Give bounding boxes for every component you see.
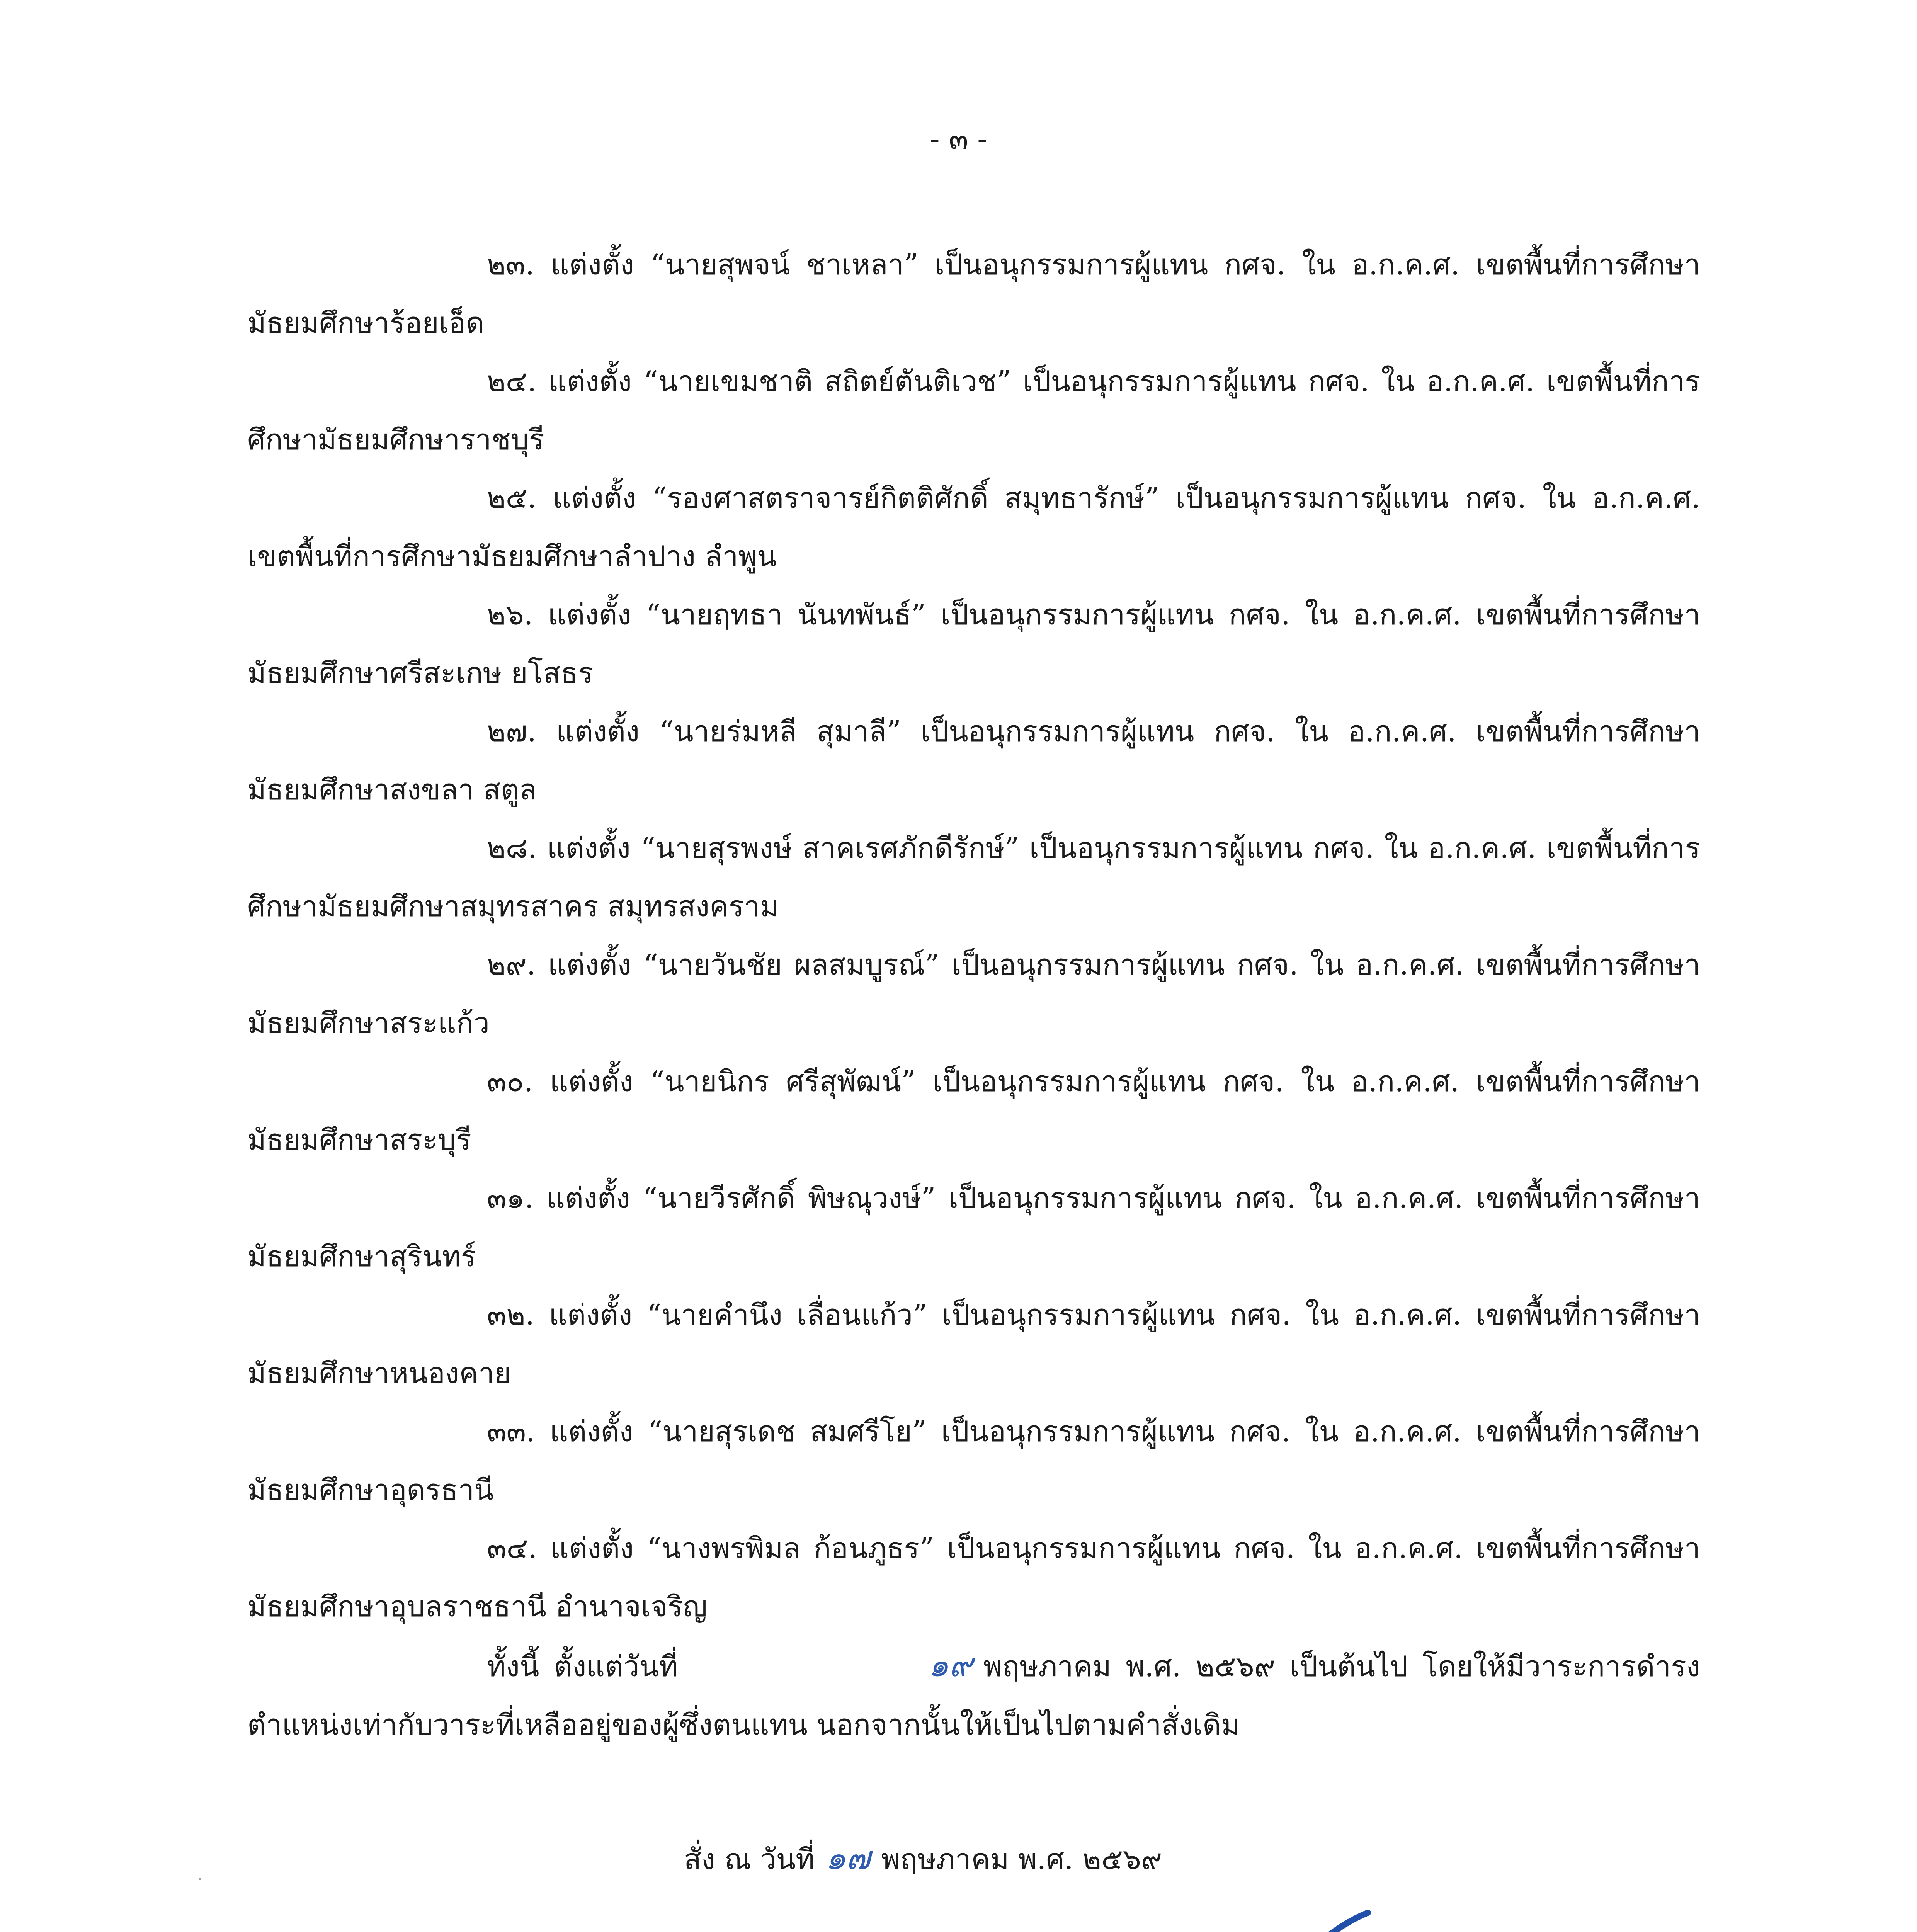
list-item: ๒๖. แต่งตั้ง “นายฤทธา นันทพันธ์” เป็นอนุกรรมการผู้แทน กศจ. ใน อ.ก.ค.ศ. เขตพื้นที่การศึกษามัธยมศึกษาศรีสะเกษ ยโสธร bbox=[247, 598, 1700, 690]
list-item: ๒๓. แต่งตั้ง “นายสุพจน์ ชาเหลา” เป็นอนุกรรมการผู้แทน กศจ. ใน อ.ก.ค.ศ. เขตพื้นที่การศึกษามัธยมศึกษาร้อยเอ็ด bbox=[247, 248, 1700, 340]
list-item: ๓๔. แต่งตั้ง “นางพรพิมล ก้อนภูธร” เป็นอนุกรรมการผู้แทน กศจ. ใน อ.ก.ค.ศ. เขตพื้นที่การศึกษามัธยมศึกษาอุบลราชธานี อำนาจเจริญ bbox=[247, 1532, 1700, 1623]
list-item: ๒๘. แต่งตั้ง “นายสุรพงษ์ สาคเรศภักดีรักษ์” เป็นอนุกรรมการผู้แทน กศจ. ใน อ.ก.ค.ศ. เขตพื้นที่การศึกษามัธยมศึกษาสมุทรสาคร สมุทรสงคราม bbox=[247, 832, 1700, 923]
order-date-suffix: พฤษภาคม พ.ศ. ๒๕๖๙ bbox=[881, 1843, 1162, 1876]
effective-date-paragraph bbox=[247, 1636, 1700, 1754]
effective-prefix: ทั้งนี้ ตั้งแต่วันที่ bbox=[487, 1650, 678, 1683]
signature-image bbox=[981, 1886, 1461, 1932]
list-item: ๓๒. แต่งตั้ง “นายคำนึง เลื่อนแก้ว” เป็นอนุกรรมการผู้แทน กศจ. ใน อ.ก.ค.ศ. เขตพื้นที่การศึกษามัธยมศึกษาหนองคาย bbox=[247, 1298, 1700, 1390]
list-item: ๒๕. แต่งตั้ง “รองศาสตราจารย์กิตติศักดิ์ สมุทธารักษ์” เป็นอนุกรรมการผู้แทน กศจ. ใน อ.ก.ค.ศ. เขตพื้นที่การศึกษามัธยมศึกษาลำปาง ลำพูน bbox=[247, 481, 1700, 573]
list-item: ๓๓. แต่งตั้ง “นายสุรเดช สมศรีโย” เป็นอนุกรรมการผู้แทน กศจ. ใน อ.ก.ค.ศ. เขตพื้นที่การศึกษามัธยมศึกษาอุดรธานี bbox=[247, 1415, 1700, 1507]
list-item: ๒๔. แต่งตั้ง “นายเขมชาติ สถิตย์ตันติเวช” เป็นอนุกรรมการผู้แทน กศจ. ใน อ.ก.ค.ศ. เขตพื้นที่การศึกษามัธยมศึกษาราชบุรี bbox=[247, 365, 1700, 456]
list-item: ๓๑. แต่งตั้ง “นายวีรศักดิ์ พิษณุวงษ์” เป็นอนุกรรมการผู้แทน กศจ. ใน อ.ก.ค.ศ. เขตพื้นที่การศึกษามัธยมศึกษาสุรินทร์ bbox=[247, 1182, 1700, 1273]
document-body bbox=[247, 236, 1700, 1754]
order-date-prefix: สั่ง ณ วันที่ bbox=[684, 1843, 815, 1876]
order-day-handwritten: ๑๗ bbox=[825, 1839, 871, 1877]
scan-speck bbox=[199, 1878, 201, 1880]
list-item: ๒๙. แต่งตั้ง “นายวันชัย ผลสมบูรณ์” เป็นอนุกรรมการผู้แทน กศจ. ใน อ.ก.ค.ศ. เขตพื้นที่การศึกษามัธยมศึกษาสระแก้ว bbox=[247, 948, 1700, 1040]
effective-day-handwritten: ๑๙ bbox=[928, 1646, 973, 1684]
list-item: ๒๗. แต่งตั้ง “นายร่มหลี สุมาลี” เป็นอนุกรรมการผู้แทน กศจ. ใน อ.ก.ค.ศ. เขตพื้นที่การศึกษามัธยมศึกษาสงขลา สตูล bbox=[247, 715, 1700, 806]
list-item: ๓๐. แต่งตั้ง “นายนิกร ศรีสุพัฒน์” เป็นอนุกรรมการผู้แทน กศจ. ใน อ.ก.ค.ศ. เขตพื้นที่การศึกษามัธยมศึกษาสระบุรี bbox=[247, 1065, 1700, 1156]
order-date-line bbox=[684, 1832, 1162, 1883]
page-number: - ๓ - bbox=[930, 122, 987, 156]
signature-stroke bbox=[1136, 1913, 1368, 1932]
effective-suffix: พฤษภาคม พ.ศ. ๒๕๖๙ เป็นต้นไป โดยให้มีวาระการดำรงตำแหน่งเท่ากับวาระที่เหลืออยู่ของผู้ซึ่งตนแทน นอกจากนั้นให้เป็นไปตามคำสั่งเดิม bbox=[247, 1650, 1700, 1742]
